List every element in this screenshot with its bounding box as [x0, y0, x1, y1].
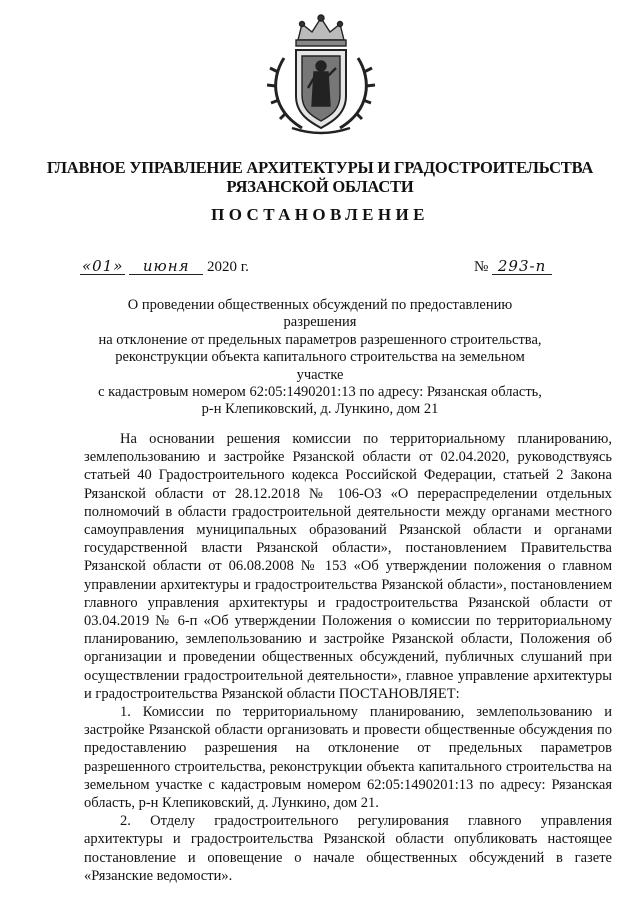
number-value: 293-п: [492, 258, 552, 275]
document-number: [474, 258, 552, 276]
subject-line: О проведении общественных обсуждений по предоставлению разрешения: [127, 297, 513, 331]
date-year: 2020 г.: [206, 259, 249, 275]
document-subject: [95, 297, 545, 419]
subject-line: р-н Клепиковский, д. Лункино, дом 21: [201, 401, 439, 418]
body-paragraph-item2: 2. Отделу градостроительного регулирования главного управления архитектуры и градостроительства Рязанской области опубликовать настоящее постановление и оповещение о начале общественных обсуждений в газете «Рязанские ведомости».: [84, 813, 612, 884]
subject-line: с кадастровым номером 62:05:1490201:13 по адресу: Рязанская область,: [98, 384, 542, 401]
date-day: «01»: [82, 257, 124, 275]
org-name-line2: РЯЗАНСКОЙ ОБЛАСТИ: [226, 177, 414, 196]
number-label: №: [474, 259, 489, 275]
org-name-line1: ГЛАВНОЕ УПРАВЛЕНИЕ АРХИТЕКТУРЫ И ГРАДОСТРОИТЕЛЬСТВА: [46, 158, 594, 177]
subject-line: на отклонение от предельных параметров разрешенного строительства,: [98, 331, 542, 348]
body-paragraph-preamble: На основании решения комиссии по территориальному планированию, землепользованию и застройке Рязанской области от 02.04.2020, руководствуясь статьей 40 Градостроительного кодекса Российской Федерации, статьей 2 Закона Рязанской области от 28.12.2018 № 106-ОЗ «О перераспределении отдельных полномочий в области градостроительной деятельности между органами местного самоуправления муниципальных образований Рязанской области и органами государственной власти Рязанской области», постановлением Правительства Рязанской области от 06.08.2008 № 153 «Об утверждении положения о главном управлении архитектуры и градостроительства Рязанской области», постановлением главного управления архитектуры и градостроительства Рязанской области от 03.04.2019 № 6-п «Об утверждении Положения о комиссии по территориальному планированию, землепользованию и застройке Рязанской области, Положения об организации и проведении общественных обсуждений, публичных слушаний при осуществлении градостроительной деятельности», главное управление архитектуры и градостроительства Рязанской области ПОСТАНОВЛЯЕТ:: [84, 431, 612, 702]
document-type: ПОСТАНОВЛЕНИЕ: [211, 205, 429, 224]
document-body: [84, 430, 612, 885]
body-paragraph-item1: 1. Комиссии по территориальному планированию, землепользованию и застройке Рязанской области организовать и провести общественные обсуждения по предоставлению разрешения на отклонение от предельных параметров разрешенного строительства, реконструкции объекта капитального строительства на земельном участке с кадастровым номером 62:05:1490201:13 по адресу: Рязанская область, р-н Клепиковский, д. Лункино, дом 21.: [84, 704, 612, 812]
date-month: июня: [129, 258, 203, 275]
ryazan-coat-of-arms-icon: [262, 10, 380, 140]
subject-line: реконструкции объекта капитального строительства на земельном участке: [115, 349, 525, 383]
document-date: [80, 258, 249, 276]
